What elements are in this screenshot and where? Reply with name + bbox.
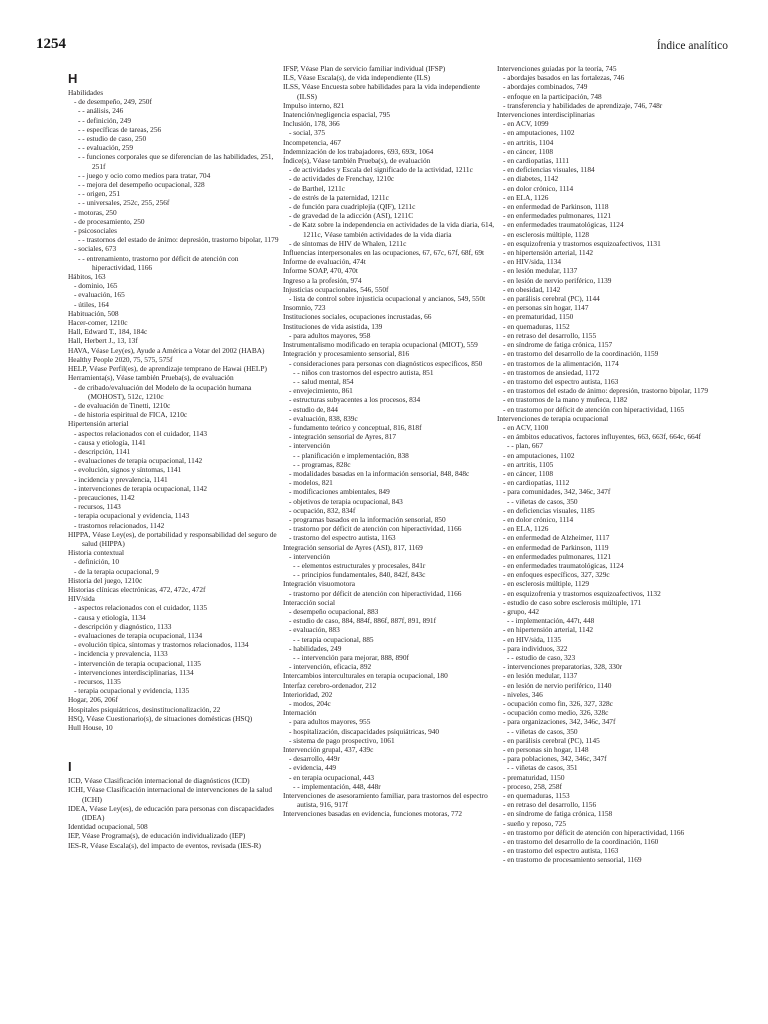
index-subentry: - recursos, 1135 xyxy=(74,677,121,686)
index-subentry: - modos, 204c xyxy=(289,699,331,709)
index-subentry: - en enfermedades pulmonares, 1121 xyxy=(503,551,612,561)
index-subentry: - sistema de pago prospectivo, 1061 xyxy=(289,735,395,745)
index-entry: Insomnio, 723 xyxy=(283,303,326,313)
index-subentry: - en enfermedad de Alzheimer, 1117 xyxy=(503,533,610,543)
index-entry: Intervenciones de terapia ocupacional xyxy=(497,413,609,423)
index-subentry: - para individuos, 322 xyxy=(503,643,568,653)
index-subentry: - en trastornos del estado de ánimo: depresión, trastorno bipolar, 1179 xyxy=(503,386,709,396)
index-subentry: - de síntomas de HIV de Whalen, 1211c xyxy=(289,238,407,248)
index-entry: Indemnización de los trabajadores, 693, 693t, 1064 xyxy=(283,146,434,156)
index-entry: Historias clínicas electrónicas, 472, 472c, 472f xyxy=(68,584,206,594)
index-subentry: - en cáncer, 1108 xyxy=(503,146,553,156)
index-entry: Integración y procesamiento sensorial, 816 xyxy=(283,349,410,359)
index-entry: ICHI, Véase Clasificación internacional de intervenciones de la salud (ICHI) xyxy=(68,785,272,804)
index-column-1 xyxy=(68,68,280,850)
index-subentry: - evaluación, 883 xyxy=(289,625,340,635)
index-subentry: - causa y etiología, 1134 xyxy=(74,612,146,622)
index-entry: Impulso interno, 821 xyxy=(283,100,345,110)
index-subentry: - modalidades basadas en la información sensorial, 848, 848c xyxy=(289,468,470,478)
index-subentry: - desempeño ocupacional, 883 xyxy=(289,606,379,616)
index-entry: Instrumentalismo modificado en terapia ocupacional (MIOT), 559 xyxy=(283,340,478,350)
index-subentry: - intervención de terapia ocupacional, 1135 xyxy=(74,658,201,668)
index-subentry: - estudio de caso, 884, 884f, 886f, 887f, 891, 891f xyxy=(289,616,437,626)
index-entry: Hull House, 10 xyxy=(68,723,113,733)
index-subentry: - en esclerosis múltiple, 1128 xyxy=(503,229,589,239)
index-subentry: - - plan, 667 xyxy=(507,441,543,451)
index-subentry: - en cardiopatías, 1112 xyxy=(503,478,570,488)
index-subentry: - de procesamiento, 250 xyxy=(74,216,145,226)
index-entry: Identidad ocupacional, 508 xyxy=(68,822,148,832)
index-subentry: - de cribado/evaluación del Modelo de la ocupación humana (MOHOST), 512c, 1210c xyxy=(74,382,252,401)
index-entry: Interfaz cerebro-ordenador, 212 xyxy=(283,680,377,690)
index-subentry: - - elementos estructurales y procesales, 841r xyxy=(293,560,426,570)
index-entry: ICD, Véase Clasificación internacional de diagnósticos (ICD) xyxy=(68,776,250,786)
index-subentry: - dominio, 165 xyxy=(74,281,118,291)
index-subentry: - - viñetas de casos, 350 xyxy=(507,726,578,736)
index-subentry: - en HIV/sida, 1135 xyxy=(503,634,562,644)
index-subentry: - en trastorno del desarrollo de la coordinación, 1160 xyxy=(503,837,659,847)
index-entry: Instituciones de vida asistida, 139 xyxy=(283,321,383,331)
index-subentry: - en esclerosis múltiple, 1129 xyxy=(503,579,589,589)
index-subentry: - en lesión de nervio periférico, 1140 xyxy=(503,680,612,690)
index-subentry: - en retraso del desarrollo, 1155 xyxy=(503,330,597,340)
index-subentry: - en hipertensión arterial, 1142 xyxy=(503,248,594,258)
index-entry: HELP, Véase Perfil(es), de aprendizaje temprano de Hawai (HELP) xyxy=(68,364,267,374)
index-subentry: - en personas sin hogar, 1147 xyxy=(503,303,589,313)
index-subentry: - evidencia, 449 xyxy=(289,763,337,773)
index-subentry: - de gravedad de la adicción (ASI), 1211C xyxy=(289,211,414,221)
index-subentry: - intervención xyxy=(289,551,330,561)
index-subentry: - - terapia ocupacional, 885 xyxy=(293,634,374,644)
index-subentry: - - principios fundamentales, 840, 842f, 843c xyxy=(293,570,426,580)
running-head: Índice analítico xyxy=(656,40,728,52)
index-entry: Integración visuomotora xyxy=(283,579,355,589)
index-subentry: - descripción, 1141 xyxy=(74,446,131,456)
index-subentry: - abordajes basados en las fortalezas, 746 xyxy=(503,73,625,83)
index-subentry: - enfoque en la participación, 748 xyxy=(503,91,602,101)
index-subentry: - en HIV/sida, 1134 xyxy=(503,257,562,267)
index-entry: Integración sensorial de Ayres (ASI), 817, 1169 xyxy=(283,542,423,552)
index-subentry: - transferencia y habilidades de aprendizaje, 746, 748r xyxy=(503,100,663,110)
index-entry: Historia contextual xyxy=(68,548,125,558)
index-subentry: - precauciones, 1142 xyxy=(74,492,135,502)
index-subentry: - aspectos relacionados con el cuidador, 1143 xyxy=(74,428,208,438)
index-subentry: - envejecimiento, 861 xyxy=(289,386,353,396)
index-subentry: - aspectos relacionados con el cuidador, 1135 xyxy=(74,603,208,613)
index-entry: Informe SOAP, 470, 470t xyxy=(283,266,358,276)
index-subentry: - en esquizofrenia y trastornos esquizoafectivos, 1132 xyxy=(503,588,661,598)
index-subentry: - en esquizofrenia y trastornos esquizoafectivos, 1131 xyxy=(503,238,661,248)
index-subentry: - de Katz sobre la independencia en actividades de la vida diaria, 614, 1211c, Véase también actividades de la vida diaria xyxy=(289,220,495,239)
index-subentry: - para poblaciones, 342, 346c, 347f xyxy=(503,754,607,764)
index-entry: Hall, Edward T., 184, 184c xyxy=(68,327,148,337)
index-subentry: - desarrollo, 449r xyxy=(289,754,340,764)
index-entry: Intercambios interculturales en terapia ocupacional, 180 xyxy=(283,671,448,681)
index-subentry: - ocupación como fin, 326, 327, 328c xyxy=(503,699,613,709)
index-subentry: - intervenciones interdisciplinarias, 1134 xyxy=(74,667,194,677)
index-subentry: - evaluaciones de terapia ocupacional, 1134 xyxy=(74,630,203,640)
index-subentry: - - evaluación, 259 xyxy=(78,143,134,153)
index-subentry: - trastornos relacionados, 1142 xyxy=(74,520,165,530)
index-subentry: - en ámbitos educativos, factores influyentes, 663, 663f, 664c, 664f xyxy=(503,432,701,442)
index-subentry: - en prematuridad, 1150 xyxy=(503,312,574,322)
index-entry: Habilidades xyxy=(68,88,104,97)
index-subentry: - grupo, 442 xyxy=(503,606,540,616)
index-entry: HIPPA, Véase Ley(es), de portabilidad y responsabilidad del seguro de salud (HIPPA) xyxy=(68,529,277,548)
index-entry: ILS, Véase Escala(s), de vida independiente (ILS) xyxy=(283,73,431,83)
index-subentry: - - entrenamiento, trastorno por déficit de atención con hiperactividad, 1166 xyxy=(78,253,239,272)
index-entry: Interacción social xyxy=(283,597,335,607)
index-subentry: - - análisis, 246 xyxy=(78,106,124,116)
index-subentry: - recursos, 1143 xyxy=(74,502,121,512)
index-subentry: - - trastornos del estado de ánimo: depresión, trastorno bipolar, 1179 xyxy=(78,235,279,245)
index-subentry: - en amputaciones, 1102 xyxy=(503,128,575,138)
index-subentry: - en trastorno del desarrollo de la coordinación, 1159 xyxy=(503,349,659,359)
index-subentry: - en parálisis cerebral (PC), 1145 xyxy=(503,735,600,745)
index-subentry: - en dolor crónico, 1114 xyxy=(503,514,574,524)
index-subentry: - de actividades y Escala del significado de la actividad, 1211c xyxy=(289,165,473,175)
index-subentry: - definición, 10 xyxy=(74,557,120,567)
index-subentry: - de Barthel, 1211c xyxy=(289,183,346,193)
index-subentry: - trastorno por déficit de atención con hiperactividad, 1166 xyxy=(289,588,462,598)
index-entry: Inatención/negligencia espacial, 795 xyxy=(283,110,391,120)
index-subentry: - programas basados en la información sensorial, 850 xyxy=(289,514,446,524)
index-entry: Habituación, 508 xyxy=(68,308,119,318)
index-entry: Intervención grupal, 437, 439c xyxy=(283,745,374,755)
index-subentry: - en lesión medular, 1137 xyxy=(503,671,578,681)
index-subentry: - de estrés de la paternidad, 1211c xyxy=(289,192,389,202)
index-subentry: - trastorno por déficit de atención con hiperactividad, 1166 xyxy=(289,524,462,534)
index-subentry: - en enfermedades traumatológicas, 1124 xyxy=(503,220,624,230)
index-subentry: - - programas, 828c xyxy=(293,459,351,469)
index-subentry: - en enfermedad de Parkinson, 1118 xyxy=(503,202,609,212)
index-subentry: - evaluación, 165 xyxy=(74,290,125,300)
index-subentry: - en enfermedad de Parkinson, 1119 xyxy=(503,542,609,552)
index-subentry: - en retraso del desarrollo, 1156 xyxy=(503,800,597,810)
index-subentry: - evolución, signos y síntomas, 1141 xyxy=(74,465,182,475)
index-subentry: - - definición, 249 xyxy=(78,115,132,125)
index-entry: HAVA, Véase Ley(es), Ayude a América a Votar del 2002 (HABA) xyxy=(68,345,265,355)
index-subentry: - en síndrome de fatiga crónica, 1157 xyxy=(503,340,613,350)
index-subentry: - en trastornos de la alimentación, 1174 xyxy=(503,358,619,368)
index-entry: Hospitales psiquiátricos, desinstitucionalización, 22 xyxy=(68,704,221,714)
index-subentry: - de actividades de Frenchay, 1210c xyxy=(289,174,395,184)
index-subentry: - en lesión de nervio periférico, 1139 xyxy=(503,275,612,285)
index-subentry: - - salud mental, 854 xyxy=(293,376,354,386)
index-subentry: - en amputaciones, 1102 xyxy=(503,450,575,460)
index-entry: Intervenciones guiadas por la teoría, 745 xyxy=(497,64,617,73)
index-subentry: - - intervención para mejorar, 888, 890f xyxy=(293,653,409,662)
index-subentry: - intervención, eficacia, 892 xyxy=(289,662,372,672)
index-entry: Hacer-comer, 1210c xyxy=(68,318,128,328)
index-subentry: - intervención xyxy=(289,441,330,451)
index-subentry: - en enfoques específicos, 327, 329c xyxy=(503,570,610,580)
index-subentry: - - viñetas de casos, 351 xyxy=(507,763,578,773)
index-subentry: - en trastornos de la mano y muñeca, 1182 xyxy=(503,395,628,405)
index-column-3 xyxy=(497,64,709,865)
index-subentry: - sociales, 673 xyxy=(74,244,117,254)
index-entry: Intervenciones de asesoramiento familiar, para trastornos del espectro autista, 916, 917f xyxy=(283,791,488,810)
index-subentry: - en ACV, 1099 xyxy=(503,119,549,129)
index-subentry: - modificaciones ambientales, 849 xyxy=(289,487,390,497)
index-subentry: - en diabetes, 1142 xyxy=(503,174,559,184)
index-subentry: - - estudio de caso, 250 xyxy=(78,134,147,144)
index-column-2 xyxy=(283,64,495,819)
index-subentry: - psicosociales xyxy=(74,226,118,236)
index-entry: Intervenciones basadas en evidencia, funciones motoras, 772 xyxy=(283,809,463,819)
index-subentry: - de evaluación de Tinetti, 1210c xyxy=(74,400,171,410)
index-entry: Hogar, 206, 206f xyxy=(68,695,118,705)
index-subentry: - en quemaduras, 1153 xyxy=(503,791,570,801)
index-entry: Historia del juego, 1210c xyxy=(68,575,143,585)
index-subentry: - integración sensorial de Ayres, 817 xyxy=(289,432,397,442)
index-subentry: - - implementación, 447t, 448 xyxy=(507,616,595,626)
index-subentry: - en quemaduras, 1152 xyxy=(503,321,570,331)
index-subentry: - en hipertensión arterial, 1142 xyxy=(503,625,594,635)
index-subentry: - para adultos mayores, 955 xyxy=(289,717,371,727)
index-subentry: - incidencia y prevalencia, 1133 xyxy=(74,649,168,659)
index-letter-heading: H xyxy=(68,71,78,86)
index-subentry: - - estudio de caso, 323 xyxy=(507,653,576,662)
index-subentry: - descripción y diagnóstico, 1133 xyxy=(74,621,172,631)
index-subentry: - en deficiencias visuales, 1185 xyxy=(503,505,595,515)
index-subentry: - - niños con trastornos del espectro autista, 851 xyxy=(293,367,434,377)
index-subentry: - de la terapia ocupacional, 9 xyxy=(74,566,159,576)
index-subentry: - en cáncer, 1108 xyxy=(503,468,553,478)
index-subentry: - - funciones corporales que se diferencian de las habilidades, 251, 251f xyxy=(78,152,274,171)
index-subentry: - en trastornos de ansiedad, 1172 xyxy=(503,367,600,377)
index-subentry: - - específicas de tareas, 256 xyxy=(78,124,162,134)
index-subentry: - terapia ocupacional y evidencia, 1143 xyxy=(74,511,190,521)
index-subentry: - lista de control sobre injusticia ocupacional y ancianos, 549, 550t xyxy=(289,294,486,304)
index-subentry: - - viñetas de casos, 350 xyxy=(507,496,578,506)
index-subentry: - abordajes combinados, 749 xyxy=(503,82,588,92)
index-subentry: - causa y etiología, 1141 xyxy=(74,437,146,447)
index-subentry: - en artritis, 1104 xyxy=(503,137,554,147)
index-subentry: - evolución típica, síntomas y trastornos relacionados, 1134 xyxy=(74,640,249,650)
index-entry: IFSP, Véase Plan de servicio familiar individual (IFSP) xyxy=(283,64,446,73)
index-subentry: - estudio de, 844 xyxy=(289,404,338,414)
index-subentry: - motoras, 250 xyxy=(74,207,117,217)
index-subentry: - en dolor crónico, 1114 xyxy=(503,183,574,193)
index-subentry: - en trastorno por déficit de atención con hiperactividad, 1166 xyxy=(503,827,685,837)
index-subentry: - de historia espiritual de FICA, 1210c xyxy=(74,410,188,420)
index-subentry: - intervenciones de terapia ocupacional, 1142 xyxy=(74,483,208,493)
index-subentry: - terapia ocupacional y evidencia, 1135 xyxy=(74,686,190,696)
index-entry: IDEA, Véase Ley(es), de educación para personas con discapacidades (IDEA) xyxy=(68,803,274,823)
page-number: 1254 xyxy=(36,36,66,52)
index-subentry: - en ACV, 1100 xyxy=(503,422,549,432)
index-entry: IEP, Véase Programa(s), de educación individualizado (IEP) xyxy=(68,831,246,841)
index-entry: Hipertensión arterial xyxy=(68,419,129,429)
index-subentry: - evaluación, 838, 839c xyxy=(289,413,358,423)
index-subentry: - para comunidades, 342, 346c, 347f xyxy=(503,487,611,497)
index-letter-heading: I xyxy=(68,759,72,775)
index-subentry: - en trastorno del espectro autista, 1163 xyxy=(503,376,619,386)
index-subentry: - modelos, 821 xyxy=(289,478,333,488)
index-entry: Interioridad, 202 xyxy=(283,689,333,699)
index-subentry: - de desempeño, 249, 250f xyxy=(74,97,152,107)
index-subentry: - - origen, 251 xyxy=(78,189,121,199)
index-subentry: - en trastorno del espectro autista, 1163 xyxy=(503,846,619,856)
index-entry: IES-R, Véase Escala(s), del impacto de eventos, revisada (IES-R) xyxy=(68,840,261,850)
index-subentry: - en deficiencias visuales, 1184 xyxy=(503,165,595,175)
index-subentry: - para adultos mayores, 958 xyxy=(289,330,371,340)
index-subentry: - para organizaciones, 342, 346c, 347f xyxy=(503,717,616,727)
index-entry: Incompetencia, 467 xyxy=(283,137,341,147)
index-subentry: - trastorno del espectro autista, 1163 xyxy=(289,533,396,543)
index-subentry: - - implementación, 448, 448r xyxy=(293,781,381,791)
index-entry: Ingreso a la profesión, 974 xyxy=(283,275,362,285)
index-subentry: - en ELA, 1126 xyxy=(503,192,549,202)
index-entry: Hábitos, 163 xyxy=(68,272,106,282)
index-subentry: - objetivos de terapia ocupacional, 843 xyxy=(289,496,403,506)
index-subentry: - - juego y ocio como medios para tratar, 704 xyxy=(78,170,211,180)
index-subentry: - fundamento teórico y conceptual, 816, 818f xyxy=(289,422,422,432)
index-entry: Intervenciones interdisciplinarias xyxy=(497,110,595,120)
index-subentry: - niveles, 346 xyxy=(503,689,543,699)
index-entry: Inclusión, 178, 366 xyxy=(283,119,340,129)
index-entry: Herramienta(s), Véase también Prueba(s), de evaluación xyxy=(68,373,234,383)
index-subentry: - hospitalización, discapacidades psiquiátricas, 940 xyxy=(289,726,440,736)
index-subentry: - - mejora del desempeño ocupacional, 328 xyxy=(78,180,205,190)
index-subentry: - ocupación, 832, 834f xyxy=(289,505,356,515)
index-subentry: - ocupación como medio, 326, 328c xyxy=(503,708,609,718)
index-subentry: - proceso, 258, 258f xyxy=(503,781,562,791)
index-entry: Instituciones sociales, ocupaciones incrustadas, 66 xyxy=(283,312,432,322)
index-subentry: - en trastorno de procesamiento sensorial, 1169 xyxy=(503,855,642,865)
index-subentry: - en síndrome de fatiga crónica, 1158 xyxy=(503,809,613,819)
index-entry: HSQ, Véase Cuestionario(s), de situaciones domésticas (HSQ) xyxy=(68,713,253,723)
index-subentry: - consideraciones para personas con diagnósticos específicos, 850 xyxy=(289,358,483,368)
index-entry: Índice(s), Véase también Prueba(s), de evaluación xyxy=(283,156,431,166)
index-subentry: - en lesión medular, 1137 xyxy=(503,266,578,276)
index-subentry: - útiles, 164 xyxy=(74,299,109,309)
index-entry: Hall, Herbert J., 13, 13f xyxy=(68,336,138,346)
index-subentry: - en personas sin hogar, 1148 xyxy=(503,745,589,755)
index-entry: Injusticias ocupacionales, 546, 550f xyxy=(283,284,389,294)
index-subentry: - en enfermedades traumatológicas, 1124 xyxy=(503,560,624,570)
index-subentry: - en cardiopatías, 1111 xyxy=(503,156,570,166)
index-subentry: - social, 375 xyxy=(289,128,326,138)
index-subentry: - en ELA, 1126 xyxy=(503,524,549,534)
index-entry: ILSS, Véase Encuesta sobre habilidades para la vida independiente (ILSS) xyxy=(283,82,481,101)
index-entry: Informe de evaluación, 474t xyxy=(283,257,366,267)
index-subentry: - en enfermedades pulmonares, 1121 xyxy=(503,211,612,221)
index-entry: HIV/sida xyxy=(68,594,95,604)
index-subentry: - estudio de caso sobre esclerosis múltiple, 171 xyxy=(503,597,642,607)
index-subentry: - en parálisis cerebral (PC), 1144 xyxy=(503,294,600,304)
index-subentry: - habilidades, 249 xyxy=(289,643,342,653)
index-entry: Influencias interpersonales en las ocupaciones, 67, 67c, 67f, 68f, 69t xyxy=(283,248,485,258)
index-subentry: - sueño y reposo, 725 xyxy=(503,818,567,828)
index-subentry: - intervenciones preparatorias, 328, 330r xyxy=(503,662,623,672)
index-subentry: - estructuras subyacentes a los procesos, 834 xyxy=(289,395,421,405)
index-subentry: - - universales, 252c, 255, 256f xyxy=(78,198,170,208)
index-subentry: - de función para cuadriplejía (QIF), 1211c xyxy=(289,202,416,212)
index-subentry: - en terapia ocupacional, 443 xyxy=(289,772,375,782)
index-entry: Internación xyxy=(283,708,317,718)
index-subentry: - en obesidad, 1142 xyxy=(503,284,561,294)
index-subentry: - incidencia y prevalencia, 1141 xyxy=(74,474,168,484)
index-entry: Healthy People 2020, 75, 575, 575f xyxy=(68,354,173,364)
index-subentry: - evaluaciones de terapia ocupacional, 1142 xyxy=(74,456,203,466)
index-subentry: - - planificación e implementación, 838 xyxy=(293,450,409,460)
index-subentry: - prematuridad, 1150 xyxy=(503,772,565,782)
index-subentry: - en artritis, 1105 xyxy=(503,459,554,469)
index-subentry: - en trastorno por déficit de atención con hiperactividad, 1165 xyxy=(503,404,685,414)
